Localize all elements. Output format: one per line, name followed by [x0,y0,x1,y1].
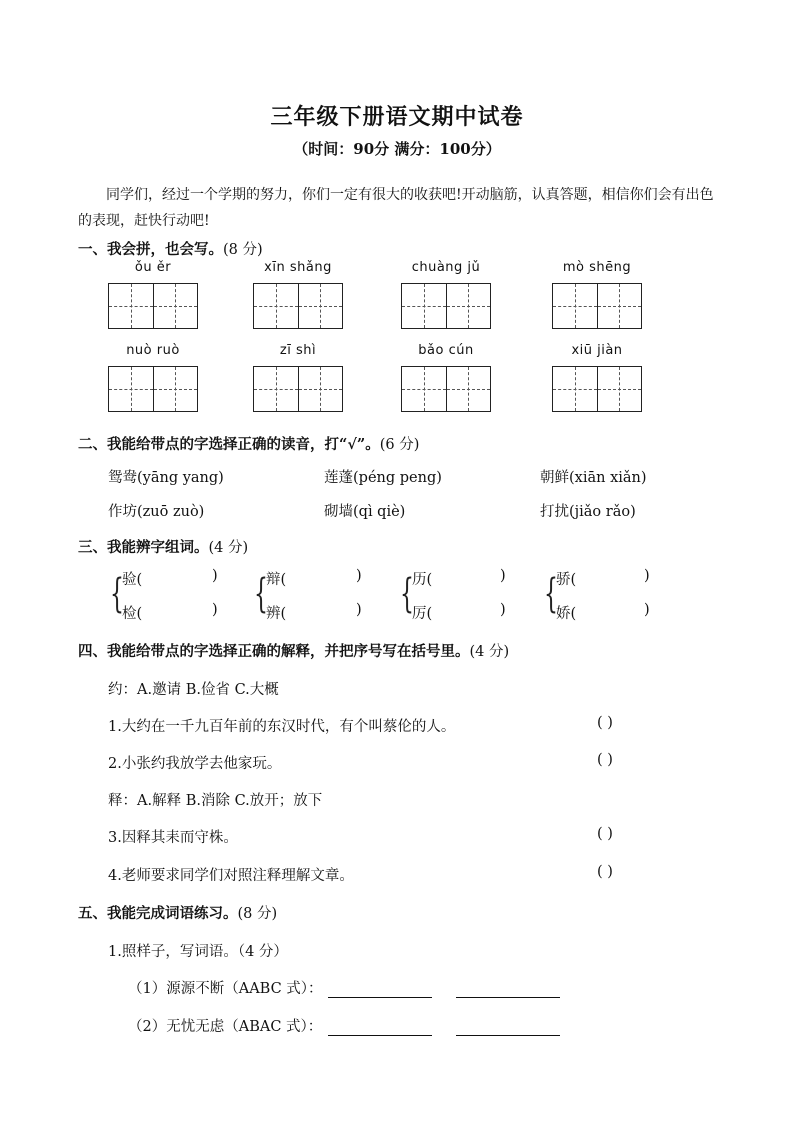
section3-score: (4 分) [208,540,249,556]
intro-paragraph: 同学们，经过一个学期的努力，你们一定有很大的收获吧!开动脑筋，认真答题，相信你们会有出色的表现，赶快行动吧! [78,187,714,229]
page-title: 三年级下册语文期中试卷 [270,104,524,130]
answer-blank[interactable] [456,1017,560,1036]
pinyin-label: zī shì [279,343,317,358]
answer-paren[interactable]: ( ) [597,715,613,731]
section2-heading [78,433,419,454]
writing-grid[interactable] [253,366,343,412]
question-text: 1.大约在一千九百年前的东汉时代，有个叫蔡伦的人。 [108,719,456,735]
pronunciation-item[interactable]: 作坊(zuō zuò) [108,504,205,520]
section1-heading [78,238,263,259]
exercise-prompt: （2）无忧无虑（ABAC 式）： [128,1019,323,1035]
writing-grid[interactable] [552,366,642,412]
writing-grid[interactable] [401,283,491,329]
answer-paren[interactable]: ( ) [597,752,613,768]
pinyin-label: mò shēng [562,260,632,275]
pronunciation-item[interactable]: 砌墙(qì qiè) [324,504,406,520]
pinyin-label: ǒu ěr [134,260,172,275]
section4-score: (4 分) [469,644,510,660]
section5-title: 五、我能完成词语练习。 [78,905,238,922]
pronunciation-item[interactable]: 鸳鸯(yāng yang) [108,470,224,486]
section5-heading [78,902,277,923]
char-pair-top: 辩( [266,572,287,588]
answer-blank[interactable] [328,979,432,998]
exercise-prompt: （1）源源不断（AABC 式）： [128,981,323,997]
close-paren: ) [212,602,218,618]
pinyin-label: xiū jiàn [571,343,623,358]
question-text: 4.老师要求同学们对照注释理解文章。 [108,868,354,884]
char-pair-top: 历( [412,572,433,588]
close-paren: ) [212,568,218,584]
section2-score: (6 分) [379,437,420,453]
section2-title: 二、我能给带点的字选择正确的读音，打“√”。 [78,436,380,453]
writing-grid[interactable] [552,283,642,329]
answer-paren[interactable]: ( ) [597,864,613,880]
writing-grid[interactable] [401,366,491,412]
answer-paren[interactable]: ( ) [597,826,613,842]
close-paren: ) [644,568,650,584]
pinyin-label: xīn shǎng [264,260,332,275]
exam-time-score: （时间：90分 满分：100分） [293,140,501,158]
section4-title: 四、我能给带点的字选择正确的解释，并把序号写在括号里。 [78,643,470,660]
writing-grid[interactable] [253,283,343,329]
question-text: 2.小张约我放学去他家玩。 [108,756,282,772]
section5-score: (8 分) [237,906,278,922]
char-pair-bottom: 辨( [266,606,287,622]
subquestion-title: 1.照样子，写词语。（4 分） [108,944,288,960]
brace-icon: { [400,571,414,617]
pinyin-label: bǎo cún [418,343,474,358]
close-paren: ) [500,602,506,618]
close-paren: ) [500,568,506,584]
brace-icon: { [254,571,268,617]
section4-heading [78,640,509,661]
char-pair-bottom: 检( [122,606,143,622]
char-pair-bottom: 厉( [412,606,433,622]
close-paren: ) [356,568,362,584]
pinyin-label: chuàng jǔ [411,260,481,275]
writing-grid[interactable] [108,366,198,412]
section1-title: 一、我会拼，也会写。 [78,241,223,258]
char-pair-top: 验( [122,572,143,588]
brace-icon: { [110,571,124,617]
brace-icon: { [544,571,558,617]
definition-line: 约：A.邀请 B.俭省 C.大概 [108,682,279,698]
pronunciation-item[interactable]: 莲蓬(péng peng) [324,470,442,486]
close-paren: ) [356,602,362,618]
question-text: 3.因释其耒而守株。 [108,830,238,846]
section3-title: 三、我能辨字组词。 [78,539,209,556]
section1-score: (8 分) [223,242,263,258]
answer-blank[interactable] [456,979,560,998]
char-pair-bottom: 娇( [556,606,577,622]
close-paren: ) [644,602,650,618]
writing-grid[interactable] [108,283,198,329]
pronunciation-item[interactable]: 朝鲜(xiān xiǎn) [540,470,647,486]
pinyin-label: nuò ruò [126,343,180,358]
section3-heading [78,536,248,557]
answer-blank[interactable] [328,1017,432,1036]
char-pair-top: 骄( [556,572,577,588]
definition-line: 释：A.解释 B.消除 C.放开；放下 [108,793,323,809]
pronunciation-item[interactable]: 打扰(jiǎo rǎo) [540,504,636,520]
